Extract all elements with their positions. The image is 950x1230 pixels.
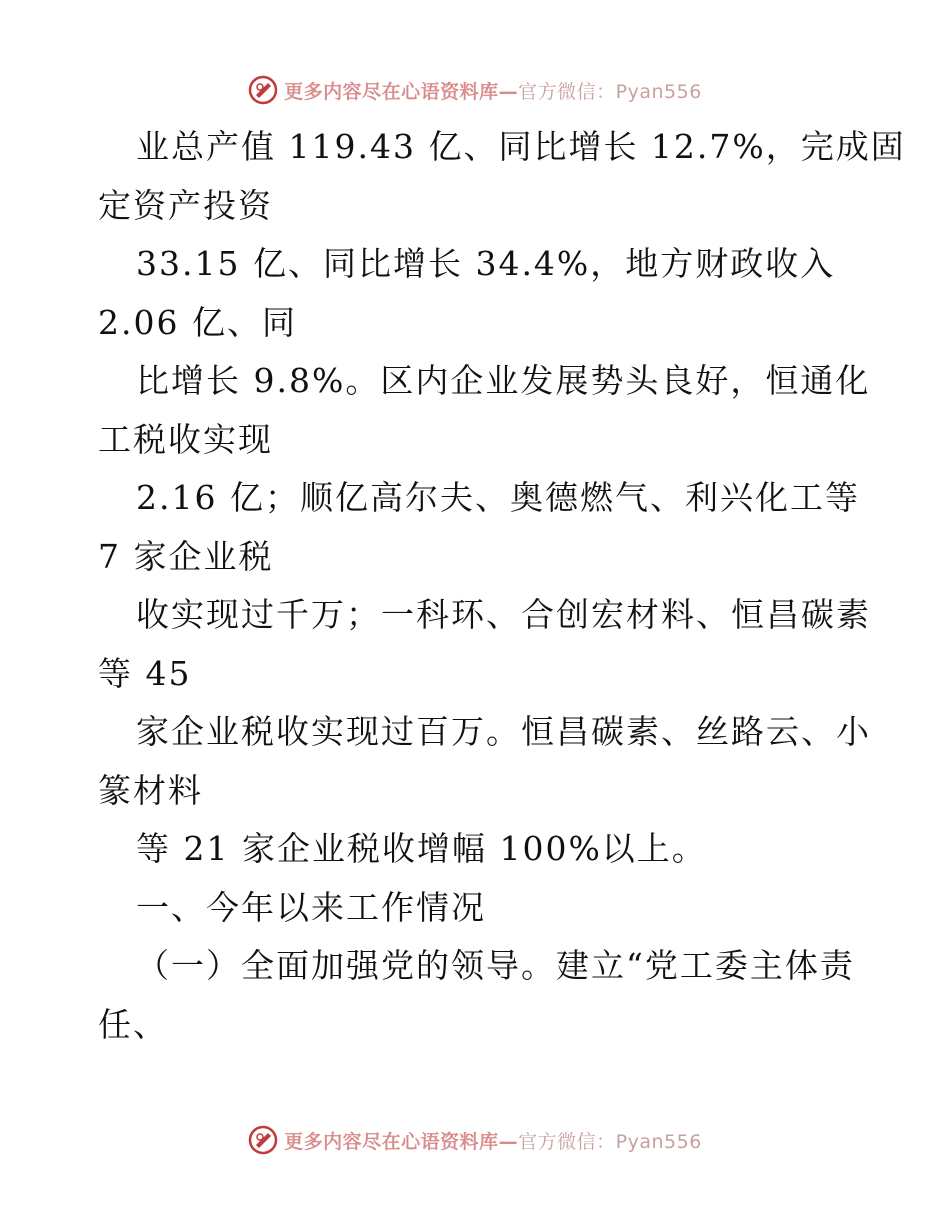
text-line: 2.06 亿、同 xyxy=(98,302,297,342)
watermark-main-text: 更多内容尽在心语资料库— xyxy=(284,1130,519,1153)
watermark-main-text: 更多内容尽在心语资料库— xyxy=(284,80,519,103)
watermark-wechat-text: 官方微信：Pyan556 xyxy=(518,1130,702,1153)
text-line: 篆材料 xyxy=(98,770,203,810)
text-line: （一）全面加强党的领导。建立“党工委主体责 xyxy=(136,946,855,985)
watermark-wechat-text: 官方微信：Pyan556 xyxy=(518,80,702,103)
document-body xyxy=(98,118,906,1054)
text-line: 2.16 亿；顺亿高尔夫、奥德燃气、利兴化工等 xyxy=(136,478,860,517)
text-line: 定资产投资 xyxy=(98,185,273,225)
logo-icon xyxy=(248,1125,278,1155)
text-line: 业总产值 119.43 亿、同比增长 12.7%，完成固 xyxy=(136,127,906,166)
text-line: 任、 xyxy=(98,1004,168,1044)
text-line: 收实现过千万；一科环、合创宏材料、恒昌碳素 xyxy=(136,595,871,634)
text-line: 等 45 xyxy=(98,653,192,693)
footer-watermark xyxy=(0,1122,950,1158)
text-line: 家企业税收实现过百万。恒昌碳素、丝路云、小 xyxy=(136,712,871,751)
logo-icon xyxy=(248,75,278,105)
text-line: 等 21 家企业税收增幅 100%以上。 xyxy=(136,829,707,868)
text-line: 比增长 9.8%。区内企业发展势头良好，恒通化 xyxy=(136,361,871,400)
section-heading: 一、今年以来工作情况 xyxy=(136,887,486,927)
text-line: 33.15 亿、同比增长 34.4%，地方财政收入 xyxy=(136,244,836,283)
text-line: 7 家企业税 xyxy=(98,536,274,576)
header-watermark xyxy=(0,72,950,108)
text-line: 工税收实现 xyxy=(98,419,273,459)
